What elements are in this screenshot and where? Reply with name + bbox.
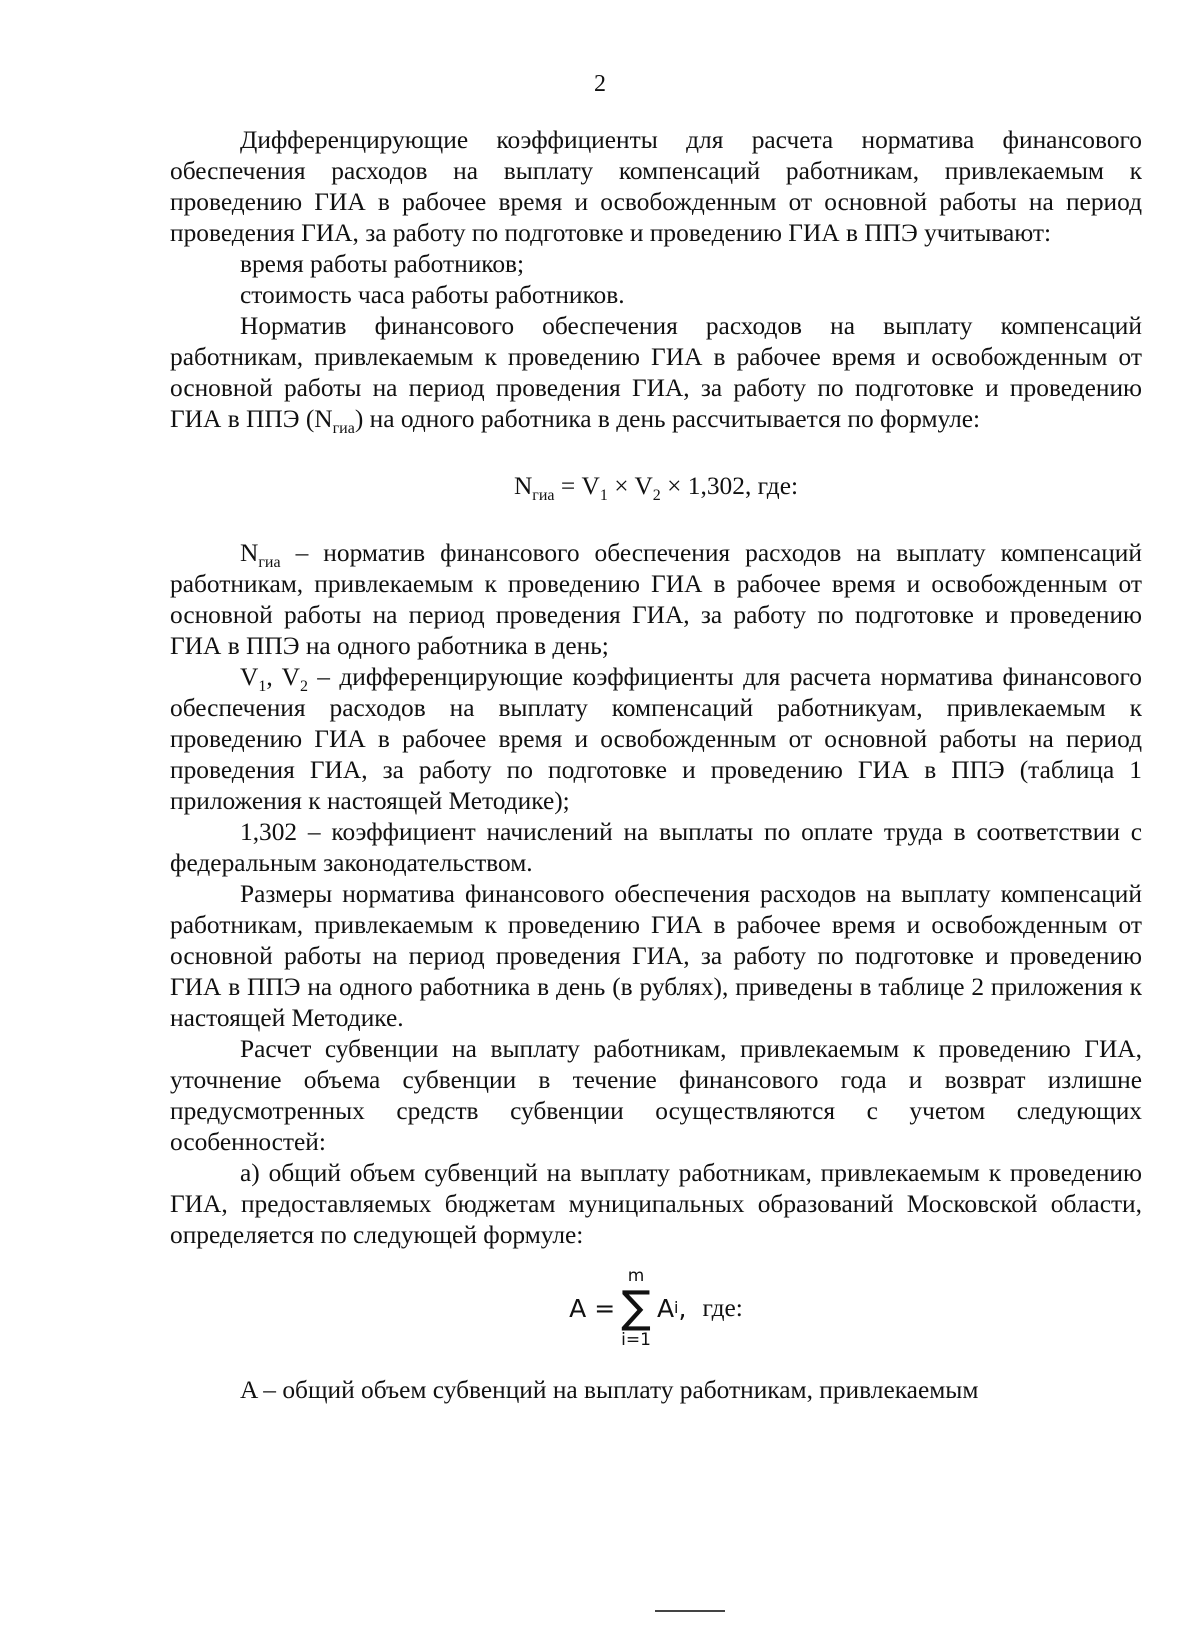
paragraph-a-definition: A – общий объем субвенций на выплату работникам, привлекаемым (240, 1376, 979, 1404)
list-item-work-time: время работы работников; (240, 250, 525, 278)
paragraph-subvention-calc: Расчет субвенции на выплату работникам, привлекаемым к проведению ГИА, уточнение объема субвенции в течение финансового года и возврат излишне предусмотренных средств субвенции осуществляются с учетом следующих особенностей: (170, 1035, 1142, 1156)
sum-lower-limit: i=1 (621, 1330, 651, 1350)
definition-ngia (170, 538, 1142, 662)
sum-upper-limit: m (627, 1266, 645, 1286)
formula-normative (170, 471, 1142, 505)
paragraph-normative (170, 311, 1142, 438)
paragraph-normative-text: Норматив финансового обеспечения расходов на выплату компенсаций работникам, привлекаемым к проведению ГИА в рабочее время и освобожденным от основной работы на период проведения ГИА, за работу по подготовке и проведению ГИА в ППЭ (N (170, 312, 1142, 433)
definition-v2-subscript: 2 (299, 678, 308, 696)
paragraph-coefficients: Дифференцирующие коэффициенты для расчета норматива финансового обеспечения расходов на выплату компенсаций работникам, привлекаемым к проведению ГИА в рабочее время и освобожденным от основной работы на период проведения ГИА, за работу по подготовке и проведению ГИА в ППЭ учитывают: (170, 126, 1142, 247)
formula-lhs: N (513, 472, 533, 500)
sigma-block (621, 1267, 651, 1349)
sum-lhs: A = (569, 1293, 616, 1323)
subscript-gia: гиа (332, 420, 355, 438)
definition-1302: 1,302 – коэффициент начислений на выплаты по оплате труда в соответствии с федеральным законодательством. (170, 818, 1142, 877)
formula-sum (170, 1267, 1142, 1349)
definition-v2: , V (266, 663, 300, 691)
definition-v-text: – дифференцирующие коэффициенты для расчета норматива финансового обеспечения расходов на выплату компенсаций работникуам, привлекаемым к проведению ГИА в рабочее время и освобожденным от основной работы на период проведения ГИА, за работу по подготовке и проведению ГИА в ППЭ (таблица 1 приложения к настоящей Методике); (170, 663, 1142, 815)
definition-symbol: N (240, 539, 259, 567)
formula-subscript-2: 2 (652, 487, 661, 505)
formula-part-b: × V (607, 472, 653, 500)
sigma-symbol: ∑ (621, 1282, 651, 1333)
definition-text: – норматив финансового обеспечения расходов на выплату компенсаций работникам, привлекаемым к проведению ГИА в рабочее время и освобожденным от основной работы на период проведения ГИА, за работу по подготовке и проведению ГИА в ППЭ на одного работника в день; (170, 539, 1142, 660)
bottom-scan-mark (655, 1610, 725, 1612)
formula-subscript-1: 1 (599, 487, 608, 505)
formula-part-a: = V (554, 472, 600, 500)
formula-part-c: × 1,302, где: (660, 472, 799, 500)
paragraph-sizes: Размеры норматива финансового обеспечения расходов на выплату компенсаций работникам, привлекаемым к проведению ГИА в рабочее время и освобожденным от основной работы на период проведения ГИА, за работу по подготовке и проведению ГИА в ППЭ на одного работника в день (в рублях), приведены в таблице 2 приложения к настоящей Методике. (170, 880, 1142, 1032)
list-item-hour-cost: стоимость часа работы работников. (240, 281, 625, 309)
page-number: 2 (594, 71, 606, 97)
definition-v1-subscript: 1 (258, 678, 267, 696)
sum-term: A (656, 1293, 675, 1323)
formula-sum-expression: A = m ∑ i=1 A i , где: (569, 1266, 743, 1350)
definition-v1: V (240, 663, 259, 691)
paragraph-total-volume: а) общий объем субвенций на выплату работникам, привлекаемым к проведению ГИА, предоставляемых бюджетам муниципальных образований Московской области, определяется по следующей формуле: (170, 1159, 1142, 1249)
definition-symbol-subscript: гиа (258, 554, 281, 572)
sum-where: где: (702, 1293, 743, 1322)
paragraph-normative-tail: ) на одного работника в день рассчитывается по формуле: (354, 405, 981, 433)
document-body (170, 125, 1142, 1406)
sum-comma: , (678, 1293, 687, 1323)
definition-v1-v2 (170, 662, 1142, 817)
formula-lhs-subscript: гиа (532, 487, 555, 505)
